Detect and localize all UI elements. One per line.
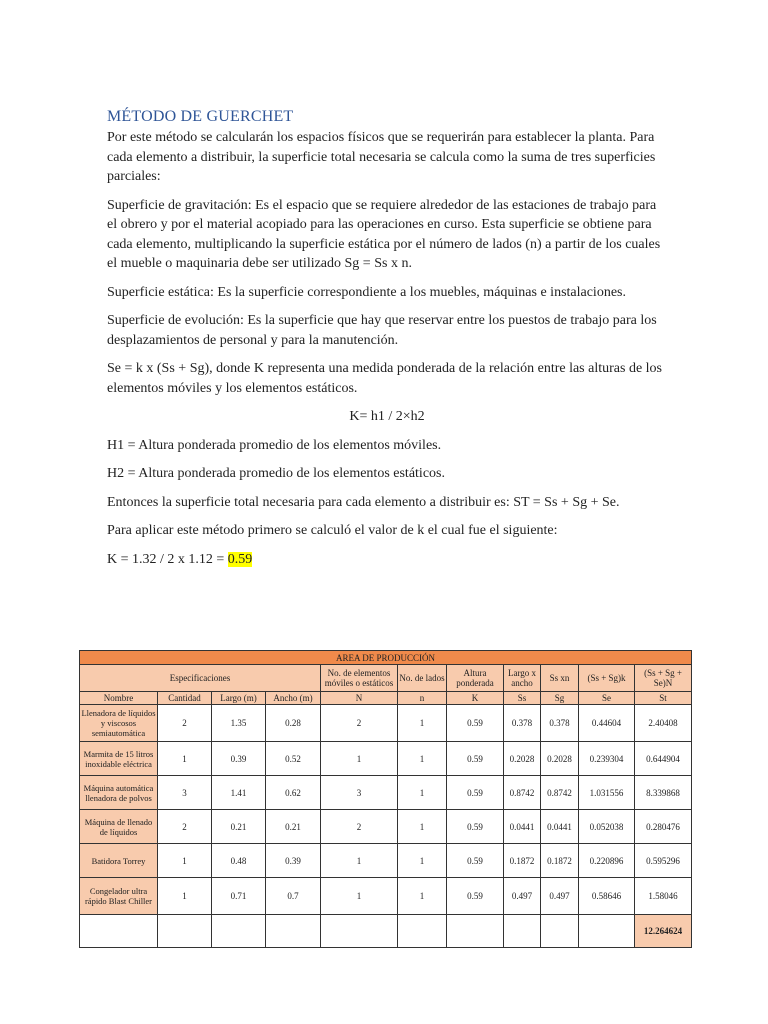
header-altura: Altura ponderada [447,665,504,692]
cell-largo: 0.71 [212,878,266,915]
cell-Sg: 0.2028 [541,742,579,776]
cell-largo: 1.35 [212,705,266,742]
cell-Ss: 0.1872 [504,844,541,878]
empty-cell [541,915,579,948]
cell-N: 1 [321,878,398,915]
h1-definition: H1 = Altura ponderada promedio de los elementos móviles. [107,437,442,453]
k-value-highlight: 0.59 [227,551,253,567]
col-K: K [447,692,504,705]
cell-K: 0.59 [447,810,504,844]
cell-St: 0.595296 [635,844,692,878]
cell-Sg: 0.0441 [541,810,579,844]
cell-nombre: Llenadora de líquidos y viscosos semiautomática [80,705,158,742]
empty-cell [504,915,541,948]
cell-n: 1 [398,705,447,742]
cell-n: 1 [398,878,447,915]
cell-N: 3 [321,776,398,810]
cell-cantidad: 2 [158,705,212,742]
cell-nombre: Marmita de 15 litros inoxidable eléctrica [80,742,158,776]
cell-cantidad: 1 [158,844,212,878]
cell-largo: 0.48 [212,844,266,878]
cell-Se: 0.220896 [579,844,635,878]
cell-largo: 0.21 [212,810,266,844]
col-Sg: Sg [541,692,579,705]
cell-K: 0.59 [447,705,504,742]
cell-Ss: 0.378 [504,705,541,742]
cell-St: 8.339868 [635,776,692,810]
cell-Sg: 0.497 [541,878,579,915]
total-row [80,915,692,948]
header-ssxn: Ss xn [541,665,579,692]
cell-nombre: Máquina automática llenadora de polvos [80,776,158,810]
empty-cell [321,915,398,948]
table-row [80,705,692,742]
cell-Sg: 0.1872 [541,844,579,878]
cell-ancho: 0.28 [266,705,321,742]
col-St: St [635,692,692,705]
cell-N: 1 [321,844,398,878]
cell-Sg: 0.378 [541,705,579,742]
cell-N: 2 [321,705,398,742]
cell-nombre: Máquina de llenado de líquidos [80,810,158,844]
col-cantidad: Cantidad [158,692,212,705]
table-row [80,742,692,776]
h2-definition: H2 = Altura ponderada promedio de los elementos estáticos. [107,466,445,481]
cell-Ss: 0.8742 [504,776,541,810]
cell-N: 2 [321,810,398,844]
production-area-table [79,650,692,948]
formula-k: K= h1 / 2×h2 [349,409,425,424]
empty-cell [579,915,635,948]
header-sg-k: (Ss + Sg)k [579,665,635,692]
cell-n: 1 [398,810,447,844]
cell-ancho: 0.62 [266,776,321,810]
cell-Ss: 0.0441 [504,810,541,844]
paragraph-se-formula: Se = k x (Ss + Sg), donde K representa una medida ponderada de la relación entre las alturas de los elementos móviles y los elementos estáticos. [107,361,663,396]
cell-ancho: 0.52 [266,742,321,776]
cell-Se: 0.052038 [579,810,635,844]
column-header-row [80,692,692,705]
cell-cantidad: 3 [158,776,212,810]
header-especificaciones: Especificaciones [80,665,321,692]
paragraph-intro: Por este método se calcularán los espacios físicos que se requerirán para establecer la planta. Para cada elemento a distribuir, la superficie total necesaria se calcula como la suma de tres superficies parciales: [107,130,656,184]
header-lados: No. de lados [398,665,447,692]
spec-header-row [80,665,692,692]
cell-largo: 0.39 [212,742,266,776]
paragraph-estatica: Superficie estática: Es la superficie correspondiente a los muebles, máquinas e instalaciones. [107,284,626,300]
cell-N: 1 [321,742,398,776]
empty-cell [212,915,266,948]
table-row [80,878,692,915]
cell-St: 2.40408 [635,705,692,742]
col-ancho: Ancho (m) [266,692,321,705]
col-n: n [398,692,447,705]
table-row [80,776,692,810]
empty-cell [158,915,212,948]
col-largo: Largo (m) [212,692,266,705]
empty-cell [447,915,504,948]
cell-ancho: 0.7 [266,878,321,915]
cell-St: 0.644904 [635,742,692,776]
cell-Ss: 0.2028 [504,742,541,776]
cell-n: 1 [398,844,447,878]
empty-cell [80,915,158,948]
col-N: N [321,692,398,705]
cell-Sg: 0.8742 [541,776,579,810]
cell-K: 0.59 [447,844,504,878]
cell-cantidad: 2 [158,810,212,844]
cell-cantidad: 1 [158,742,212,776]
header-ss-sg-se: (Ss + Sg + Se)N [635,665,692,692]
cell-K: 0.59 [447,776,504,810]
k-calculation [107,550,667,570]
cell-ancho: 0.39 [266,844,321,878]
total-st-value: 12.264624 [635,915,692,948]
cell-Ss: 0.497 [504,878,541,915]
section-heading: MÉTODO DE GUERCHET [107,108,294,125]
cell-Se: 1.031556 [579,776,635,810]
paragraph-evolucion: Superficie de evolución: Es la superficie que hay que reservar entre los puestos de trabajo para los desplazamientos de personal y para la manutención. [107,313,657,348]
cell-nombre: Batidora Torrey [80,844,158,878]
cell-nombre: Congelador ultra rápido Blast Chiller [80,878,158,915]
empty-cell [398,915,447,948]
cell-K: 0.59 [447,742,504,776]
cell-n: 1 [398,742,447,776]
cell-Se: 0.239304 [579,742,635,776]
table-title-row [80,651,692,665]
empty-cell [266,915,321,948]
cell-K: 0.59 [447,878,504,915]
cell-Se: 0.58646 [579,878,635,915]
cell-St: 1.58046 [635,878,692,915]
cell-ancho: 0.21 [266,810,321,844]
col-Ss: Ss [504,692,541,705]
table-title: AREA DE PRODUCCIÓN [80,651,692,665]
calc-intro: Para aplicar este método primero se calculó el valor de k el cual fue el siguiente: [107,523,558,538]
table-row [80,810,692,844]
cell-cantidad: 1 [158,878,212,915]
document-body [107,108,667,578]
header-moviles: No. de elementos móviles o estáticos [321,665,398,692]
header-largo-ancho: Largo x ancho [504,665,541,692]
cell-n: 1 [398,776,447,810]
cell-largo: 1.41 [212,776,266,810]
table-row [80,844,692,878]
total-formula: Entonces la superficie total necesaria para cada elemento a distribuir es: ST = Ss + Sg + Se. [107,494,620,510]
paragraph-gravitacion: Superficie de gravitación: Es el espacio que se requiere alrededor de las estaciones de trabajo para el obrero y por el material acopiado para las operaciones en curso. Esta superficie se obtiene para cada elemento, multiplicando la superficie estática por el número de lados (n) a partir de los cuales el mueble o maquinaria debe ser utilizado Sg = Ss x n. [107,197,661,271]
col-nombre: Nombre [80,692,158,705]
k-calc-prefix: K = 1.32 / 2 x 1.12 = [107,551,228,567]
cell-St: 0.280476 [635,810,692,844]
cell-Se: 0.44604 [579,705,635,742]
col-Se: Se [579,692,635,705]
